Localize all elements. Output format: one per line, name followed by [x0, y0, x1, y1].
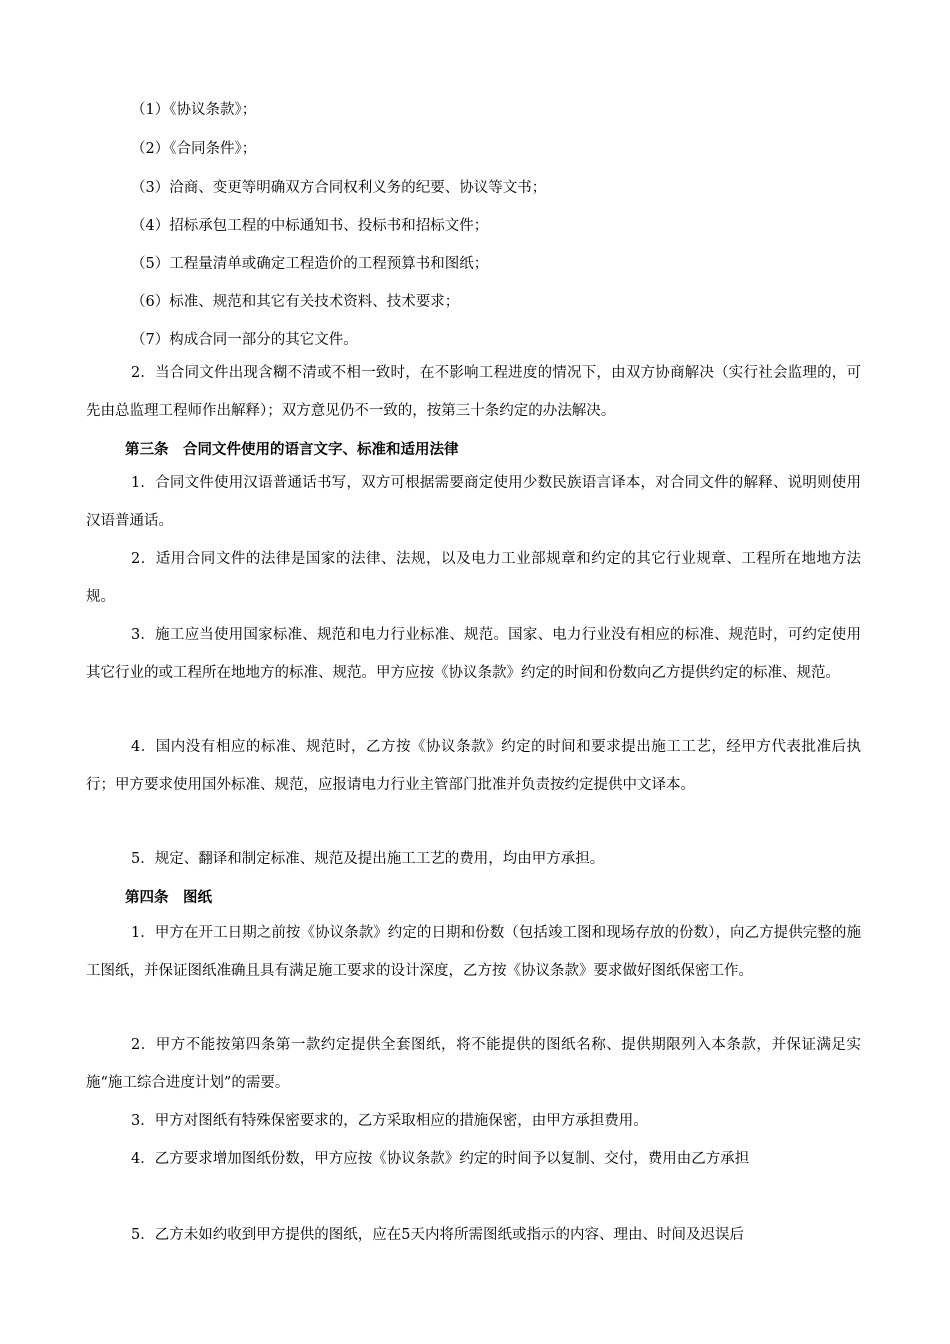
paragraph: 5．规定、翻译和制定标准、规范及提出施工工艺的费用，均由甲方承担。	[131, 851, 605, 867]
list-item: （5）工程量清单或确定工程造价的工程预算书和图纸；	[131, 256, 489, 272]
list-item: （3）洽商、变更等明确双方合同权利义务的纪要、协议等文书；	[131, 180, 547, 196]
paragraph: 1．甲方在开工日期之前按《协议条款》约定的日期和份数（包括竣工图和现场存放的份数），向乙方提供完整的施工图纸，并保证图纸准确且具有满足施工要求的设计深度，乙方按《协议条款》要求做好图纸保密工作。	[86, 925, 861, 979]
paragraph: 2．当合同文件出现含糊不清或不相一致时，在不影响工程进度的情况下，由双方协商解决（实行社会监理的，可先由总监理工程师作出解释）；双方意见仍不一致的，按第三十条约定的办法解决。	[86, 365, 861, 419]
paragraph: 1．合同文件使用汉语普通话书写，双方可根据需要商定使用少数民族语言译本，对合同文件的解释、说明则使用汉语普通话。	[86, 475, 861, 529]
paragraph: 5．乙方未如约收到甲方提供的图纸，应在5天内将所需图纸或指示的内容、理由、时间及迟误后	[131, 1227, 744, 1243]
list-item: （2）《合同条件》；	[131, 141, 257, 157]
list-item: （1）《协议条款》；	[131, 102, 257, 118]
paragraph: 2．甲方不能按第四条第一款约定提供全套图纸，将不能提供的图纸名称、提供期限列入本条款，并保证满足实施“施工综合进度计划”的需要。	[86, 1037, 861, 1091]
paragraph: 3．甲方对图纸有特殊保密要求的，乙方采取相应的措施保密，由甲方承担费用。	[131, 1113, 648, 1129]
paragraph: 2．适用合同文件的法律是国家的法律、法规，以及电力工业部规章和约定的其它行业规章、工程所在地地方法规。	[86, 551, 861, 605]
paragraph: 4．国内没有相应的标准、规范时，乙方按《协议条款》约定的时间和要求提出施工工艺，经甲方代表批准后执行；甲方要求使用国外标准、规范，应报请电力行业主管部门批准并负责按约定提供中文译本。	[86, 739, 861, 793]
list-item: （7）构成合同一部分的其它文件。	[131, 332, 358, 348]
list-item: （6）标准、规范和其它有关技术资料、技术要求；	[131, 294, 460, 310]
paragraph: 3．施工应当使用国家标准、规范和电力行业标准、规范。国家、电力行业没有相应的标准、规范时，可约定使用其它行业的或工程所在地地方的标准、规范。甲方应按《协议条款》约定的时间和份数向乙方提供约定的标准、规范。	[86, 627, 861, 681]
list-item: （4）招标承包工程的中标通知书、投标书和招标文件；	[131, 218, 489, 234]
section-heading: 第四条 图纸	[125, 889, 212, 906]
section-heading: 第三条 合同文件使用的语言文字、标准和适用法律	[125, 441, 459, 458]
paragraph: 4．乙方要求增加图纸份数，甲方应按《协议条款》约定的时间予以复制、交付，费用由乙方承担	[131, 1151, 750, 1167]
